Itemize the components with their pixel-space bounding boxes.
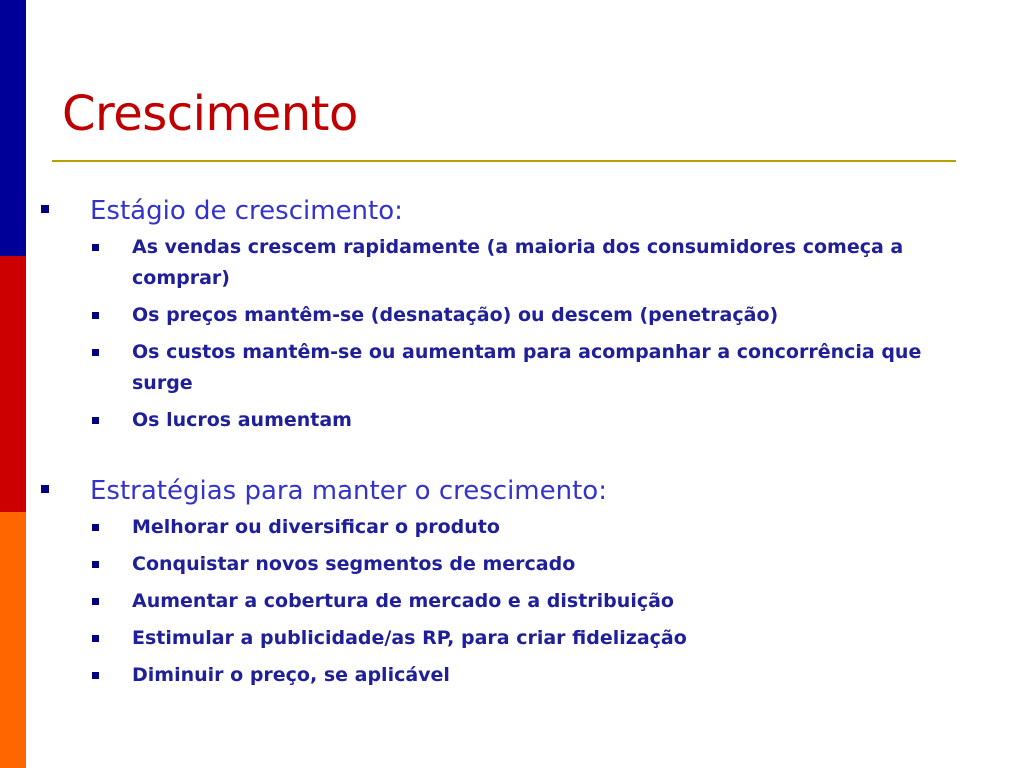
list-item: [0, 549, 1000, 580]
square-bullet-icon: [41, 205, 49, 213]
list-item-text: Os preços mantêm-se (desnatação) ou descem (penetração): [132, 304, 779, 326]
square-bullet-icon: [92, 349, 99, 356]
section-heading: [0, 472, 1000, 510]
square-bullet-icon: [41, 485, 49, 493]
list-item-text: Os lucros aumentam: [132, 409, 352, 431]
section-heading: [0, 192, 1000, 230]
list-item-text: As vendas crescem rapidamente (a maioria dos consumidores começa a comprar): [132, 236, 904, 289]
list-item-text: Diminuir o preço, se aplicável: [132, 664, 450, 686]
list-item-text: Estimular a publicidade/as RP, para criar fidelização: [132, 627, 687, 649]
list-item-text: Conquistar novos segmentos de mercado: [132, 553, 576, 575]
list-item: [0, 660, 1000, 691]
section-growth-strategies: [0, 472, 1000, 691]
title-underline: [52, 160, 956, 162]
square-bullet-icon: [92, 417, 99, 424]
square-bullet-icon: [92, 561, 99, 568]
square-bullet-icon: [92, 312, 99, 319]
bullet-list: [0, 512, 1000, 691]
list-item: [0, 405, 1000, 436]
slide-content: [0, 192, 1000, 727]
square-bullet-icon: [92, 244, 99, 251]
list-item: [0, 512, 1000, 543]
slide-title: Crescimento: [62, 86, 358, 142]
list-item: [0, 623, 1000, 654]
section-heading-text: Estratégias para manter o crescimento:: [90, 476, 607, 506]
square-bullet-icon: [92, 524, 99, 531]
square-bullet-icon: [92, 635, 99, 642]
list-item: [0, 300, 1000, 331]
list-item: [0, 586, 1000, 617]
list-item: [0, 337, 1000, 399]
square-bullet-icon: [92, 672, 99, 679]
section-heading-text: Estágio de crescimento:: [90, 196, 403, 226]
list-item: [0, 232, 1000, 294]
bullet-list: [0, 232, 1000, 436]
list-item-text: Melhorar ou diversificar o produto: [132, 516, 500, 538]
square-bullet-icon: [92, 598, 99, 605]
list-item-text: Os custos mantêm-se ou aumentam para acompanhar a concorrência que surge: [132, 341, 922, 394]
list-item-text: Aumentar a cobertura de mercado e a distribuição: [132, 590, 674, 612]
section-growth-stage: [0, 192, 1000, 436]
